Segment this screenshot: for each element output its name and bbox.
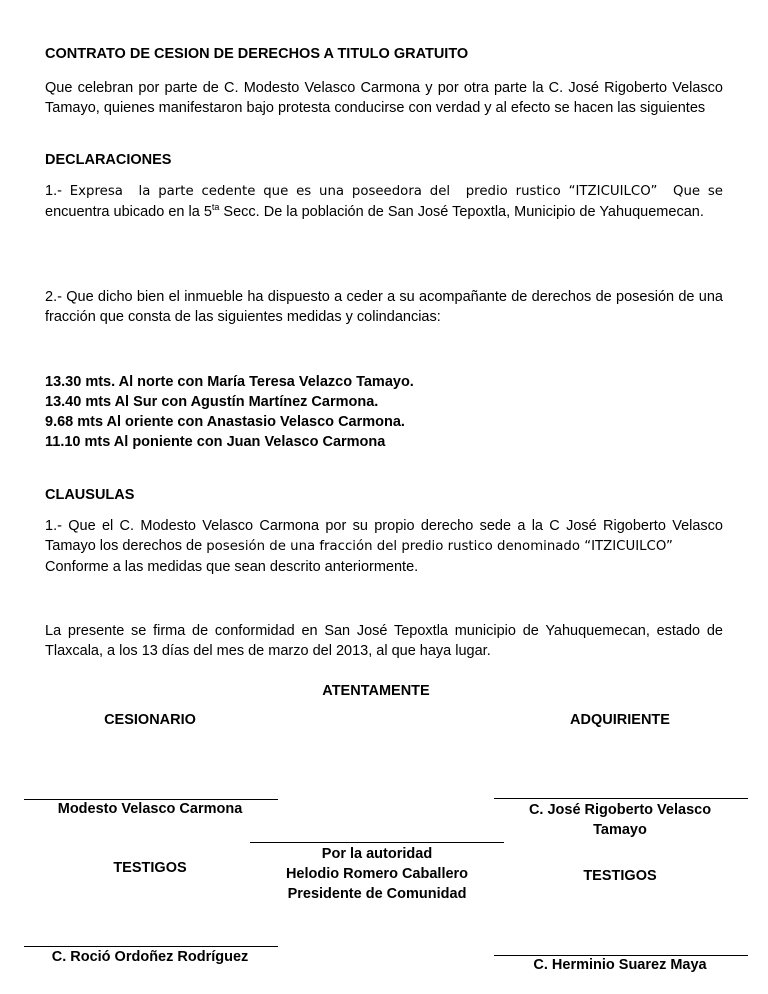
adquiriente-signature-line xyxy=(494,798,748,799)
declaracion-1-text-b: encuentra ubicado en la 5 xyxy=(45,204,212,220)
testigos-right-label: TESTIGOS xyxy=(583,868,657,884)
closing-paragraph: La presente se firma de conformidad en San José Tepoxtla municipio de Yahuquemecan, estado de Tlaxcala, a los 13 días del mes de marzo del 2013, al que haya lugar. xyxy=(45,623,723,659)
testigo-left-name: C. Roció Ordoñez Rodríguez xyxy=(51,949,249,965)
declaracion-1 xyxy=(45,181,723,222)
testigo-right-signature-line xyxy=(494,955,748,956)
adquiriente-name-line-1: C. José Rigoberto Velasco xyxy=(528,802,712,818)
autoridad-line-2: Helodio Romero Caballero xyxy=(285,866,469,882)
medida-item: 11.10 mts Al poniente con Juan Velasco Carmona xyxy=(45,434,386,450)
testigo-right-name: C. Herminio Suarez Maya xyxy=(533,957,707,973)
adquiriente-name-line-2: Tamayo xyxy=(593,822,647,838)
medida-item: 13.30 mts. Al norte con María Teresa Velazco Tamayo. xyxy=(45,374,414,390)
adquiriente-name xyxy=(494,800,746,840)
cesionario-signature-line xyxy=(24,799,278,800)
clausula-1-text-b: posesión de una fracción del predio rustico denominado “ITZICUILCO” xyxy=(206,539,673,554)
autoridad-line-3: Presidente de Comunidad xyxy=(287,886,467,902)
atentamente-label: ATENTAMENTE xyxy=(322,683,430,699)
medida-item: 9.68 mts Al oriente con Anastasio Velasco Carmona. xyxy=(45,414,405,430)
cesionario-label: CESIONARIO xyxy=(104,712,196,728)
declaracion-1-number: 1.- xyxy=(45,183,62,199)
clausulas-heading: CLAUSULAS xyxy=(45,487,135,503)
medidas-list xyxy=(45,372,723,452)
intro-paragraph: Que celebran por parte de C. Modesto Velasco Carmona y por otra parte la C. José Rigoberto Velasco Tamayo, quienes manifestaron bajo protesta conducirse con verdad y al efecto se hacen las siguientes xyxy=(45,80,723,116)
cesionario-name: Modesto Velasco Carmona xyxy=(57,801,243,817)
declaraciones-heading: DECLARACIONES xyxy=(45,152,172,168)
adquiriente-label: ADQUIRIENTE xyxy=(570,712,670,728)
declaracion-2: 2.- Que dicho bien el inmueble ha dispuesto a ceder a su acompañante de derechos de posesión de una fracción que consta de las siguientes medidas y colindancias: xyxy=(45,289,723,325)
clausula-1-text-a: 1.- Que el C. Modesto Velasco Carmona por su propio derecho sede a la C José Rigoberto Velasco Tamayo los derechos de xyxy=(45,518,723,554)
autoridad-line-1: Por la autoridad xyxy=(321,846,433,862)
autoridad-block xyxy=(250,844,504,904)
clausula-1 xyxy=(45,516,723,577)
autoridad-signature-line xyxy=(250,842,504,843)
declaracion-1-sup: ta xyxy=(211,202,220,212)
medida-item: 13.40 mts Al Sur con Agustín Martínez Carmona. xyxy=(45,394,379,410)
testigo-left-signature-line xyxy=(24,946,278,947)
declaracion-1-text-c: Secc. De la población de San José Tepoxtla, Municipio de Yahuquemecan. xyxy=(219,204,704,220)
declaracion-1-text-a: Expresa la parte cedente que es una poseedora del predio rustico “ITZICUILCO” Que se xyxy=(61,184,723,199)
document-title: CONTRATO DE CESION DE DERECHOS A TITULO GRATUITO xyxy=(45,46,469,62)
testigos-left-label: TESTIGOS xyxy=(113,860,187,876)
clausula-1-text-c: Conforme a las medidas que sean descrito anteriormente. xyxy=(45,559,419,575)
